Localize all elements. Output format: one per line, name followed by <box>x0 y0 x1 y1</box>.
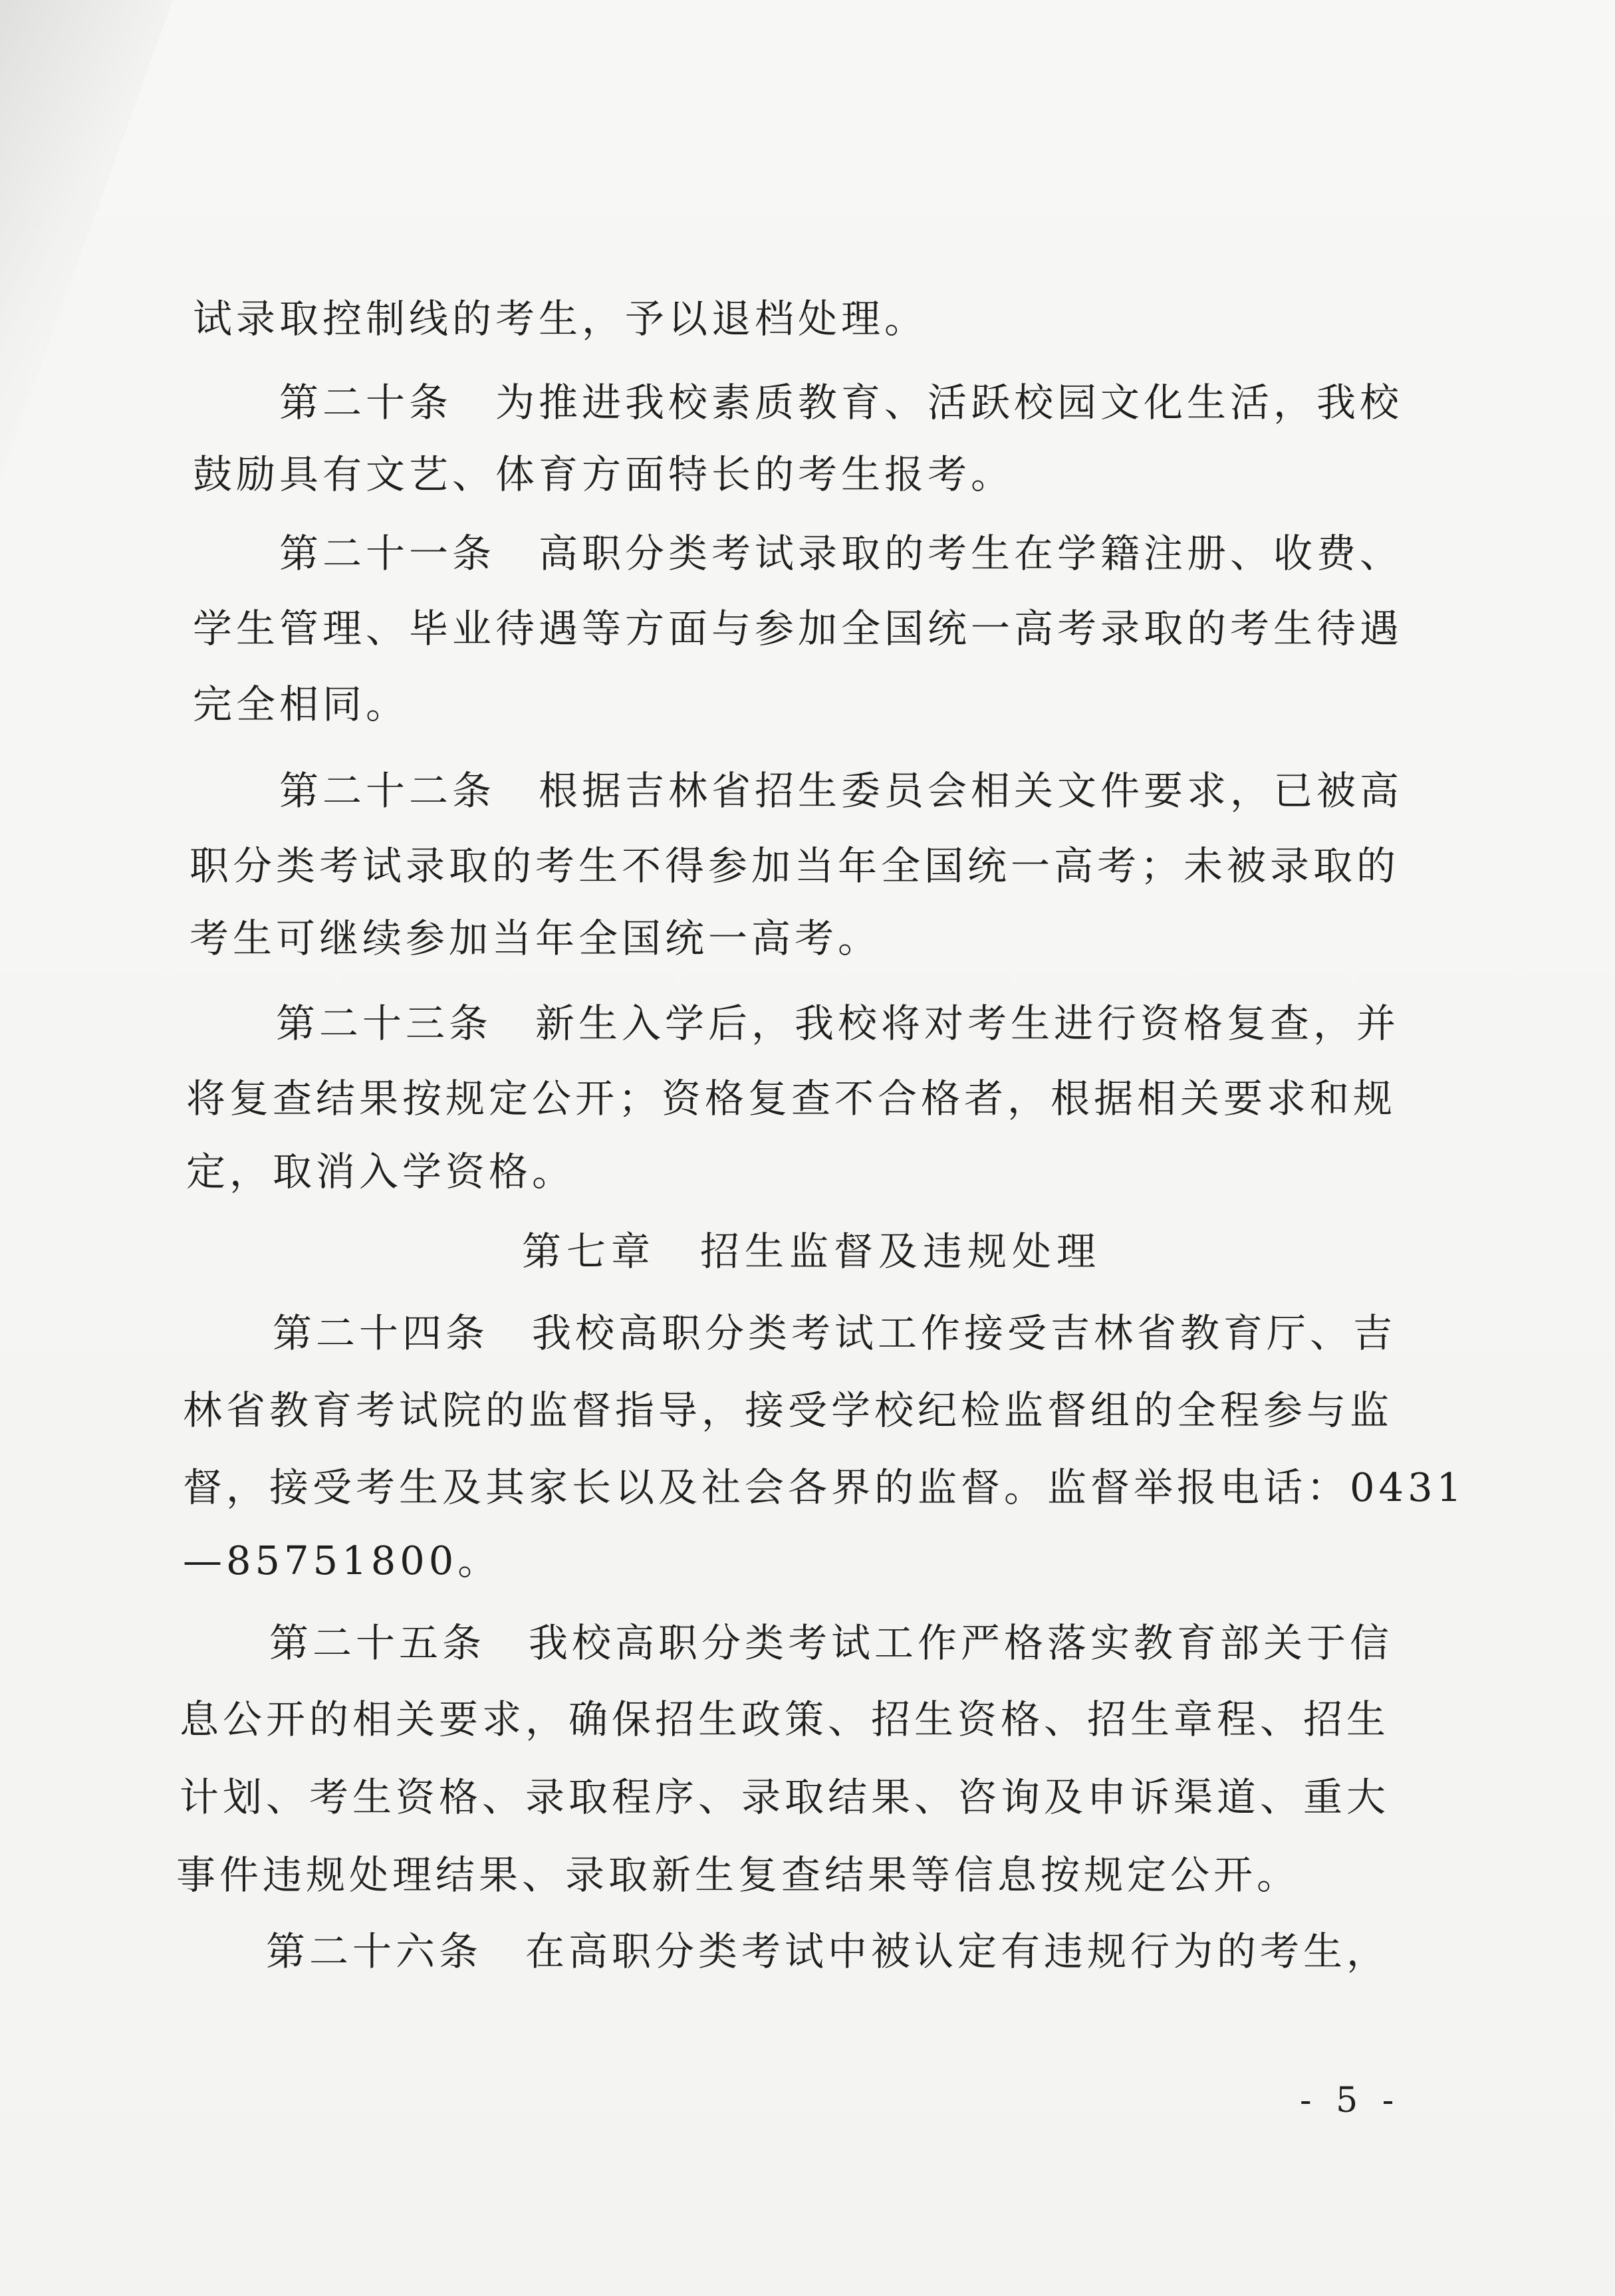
article-21-line: 第二十一条 高职分类考试录取的考生在学籍注册、收费、 <box>279 530 1404 576</box>
text-line: 督，接受考生及其家长以及社会各界的监督。监督举报电话：0431 <box>183 1464 1466 1510</box>
article-25-line: 第二十五条 我校高职分类考试工作严格落实教育部关于信 <box>269 1620 1394 1666</box>
article-23-line: 第二十三条 新生入学后，我校将对考生进行资格复查，并 <box>276 1000 1400 1046</box>
text-line: 将复查结果按规定公开；资格复查不合格者，根据相关要求和规 <box>186 1076 1397 1121</box>
text-line: 计划、考生资格、录取程序、录取结果、咨询及申诉渠道、重大 <box>180 1774 1390 1820</box>
article-20-line: 第二十条 为推进我校素质教育、活跃校园文化生活，我校 <box>279 380 1404 425</box>
text-line: 学生管理、毕业待遇等方面与参加全国统一高考录取的考生待遇 <box>193 606 1404 651</box>
text-line: 鼓励具有文艺、体育方面特长的考生报考。 <box>193 451 1015 497</box>
article-22-line: 第二十二条 根据吉林省招生委员会相关文件要求，已被高 <box>279 768 1404 814</box>
chapter-heading: 第七章 招生监督及违规处理 <box>522 1228 1102 1274</box>
article-24-line: 第二十四条 我校高职分类考试工作接受吉林省教育厅、吉 <box>273 1310 1397 1356</box>
text-line: 完全相同。 <box>193 681 410 727</box>
text-line: 试录取控制线的考生，予以退档处理。 <box>193 296 928 342</box>
text-line: 考生可继续参加当年全国统一高考。 <box>189 915 882 961</box>
page-fold-shadow <box>0 0 173 479</box>
page-number: - 5 - <box>1300 2081 1401 2121</box>
text-line: 林省教育考试院的监督指导，接受学校纪检监督组的全程参与监 <box>183 1387 1394 1433</box>
article-26-line: 第二十六条 在高职分类考试中被认定有违规行为的考生， <box>266 1928 1390 1974</box>
text-line: 息公开的相关要求，确保招生政策、招生资格、招生章程、招生 <box>180 1696 1390 1742</box>
text-line: 事件违规处理结果、录取新生复查结果等信息按规定公开。 <box>176 1852 1301 1898</box>
text-line: 定，取消入学资格。 <box>186 1149 576 1195</box>
text-line: 职分类考试录取的考生不得参加当年全国统一高考；未被录取的 <box>189 843 1400 889</box>
text-line: —85751800。 <box>183 1538 501 1583</box>
